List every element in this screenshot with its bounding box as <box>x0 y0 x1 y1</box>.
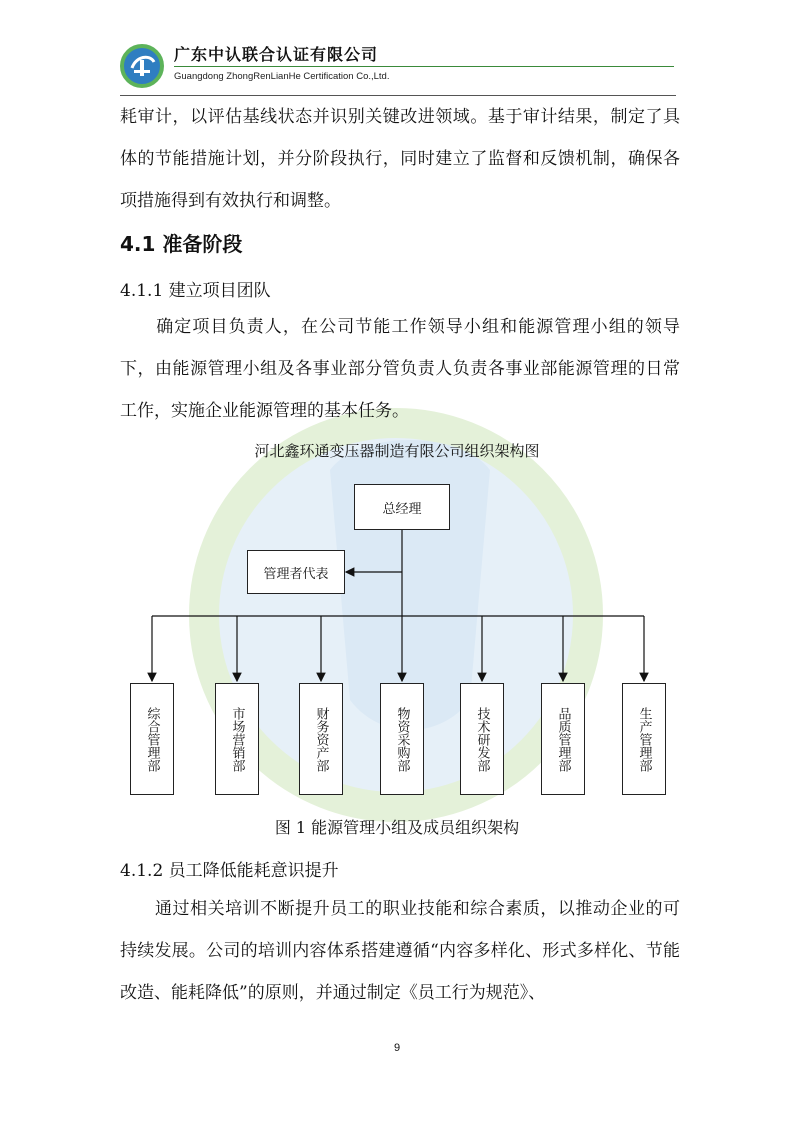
org-node-department: 生产管理部 <box>622 683 666 795</box>
org-node-department: 技术研发部 <box>460 683 504 795</box>
company-name-en: Guangdong ZhongRenLianHe Certification Co.,Ltd. <box>174 71 390 82</box>
page-number: 9 <box>393 1042 401 1054</box>
org-node-department: 物资采购部 <box>380 683 424 795</box>
subsection-title-awareness: 4.1.2 员工降低能耗意识提升 <box>120 861 339 881</box>
org-node-department: 财务资产部 <box>299 683 343 795</box>
paragraph-training: 通过相关培训不断提升员工的职业技能和综合素质，以推动企业的可持续发展。公司的培训内容体系搭建遵循“内容多样化、形式多样化、节能改造、能耗降低”的原则，并通过制定《员工行为规范》、 <box>120 899 680 1003</box>
paragraph-team: 确定项目负责人，在公司节能工作领导小组和能源管理小组的领导下，由能源管理小组及各事业部分管负责人负责各事业部能源管理的日常工作，实施企业能源管理的基本任务。 <box>120 317 680 421</box>
paragraph-intro: 耗审计，以评估基线状态并识别关键改进领域。基于审计结果，制定了具体的节能措施计划，并分阶段执行，同时建立了监督和反馈机制，确保各项措施得到有效执行和调整。 <box>120 107 680 211</box>
org-node-management-representative: 管理者代表 <box>247 550 345 594</box>
subsection-title-team: 4.1.1 建立项目团队 <box>120 281 271 301</box>
company-name-cn: 广东中认联合认证有限公司 <box>174 45 379 64</box>
org-node-department: 品质管理部 <box>541 683 585 795</box>
org-node-department: 综合管理部 <box>130 683 174 795</box>
org-node-general-manager: 总经理 <box>354 484 450 530</box>
section-title: 4.1 准备阶段 <box>120 232 243 256</box>
figure-caption: 图 1 能源管理小组及成员组织架构 <box>274 818 520 837</box>
figure-title: 河北鑫环通变压器制造有限公司组织架构图 <box>254 442 540 460</box>
org-node-department: 市场营销部 <box>215 683 259 795</box>
